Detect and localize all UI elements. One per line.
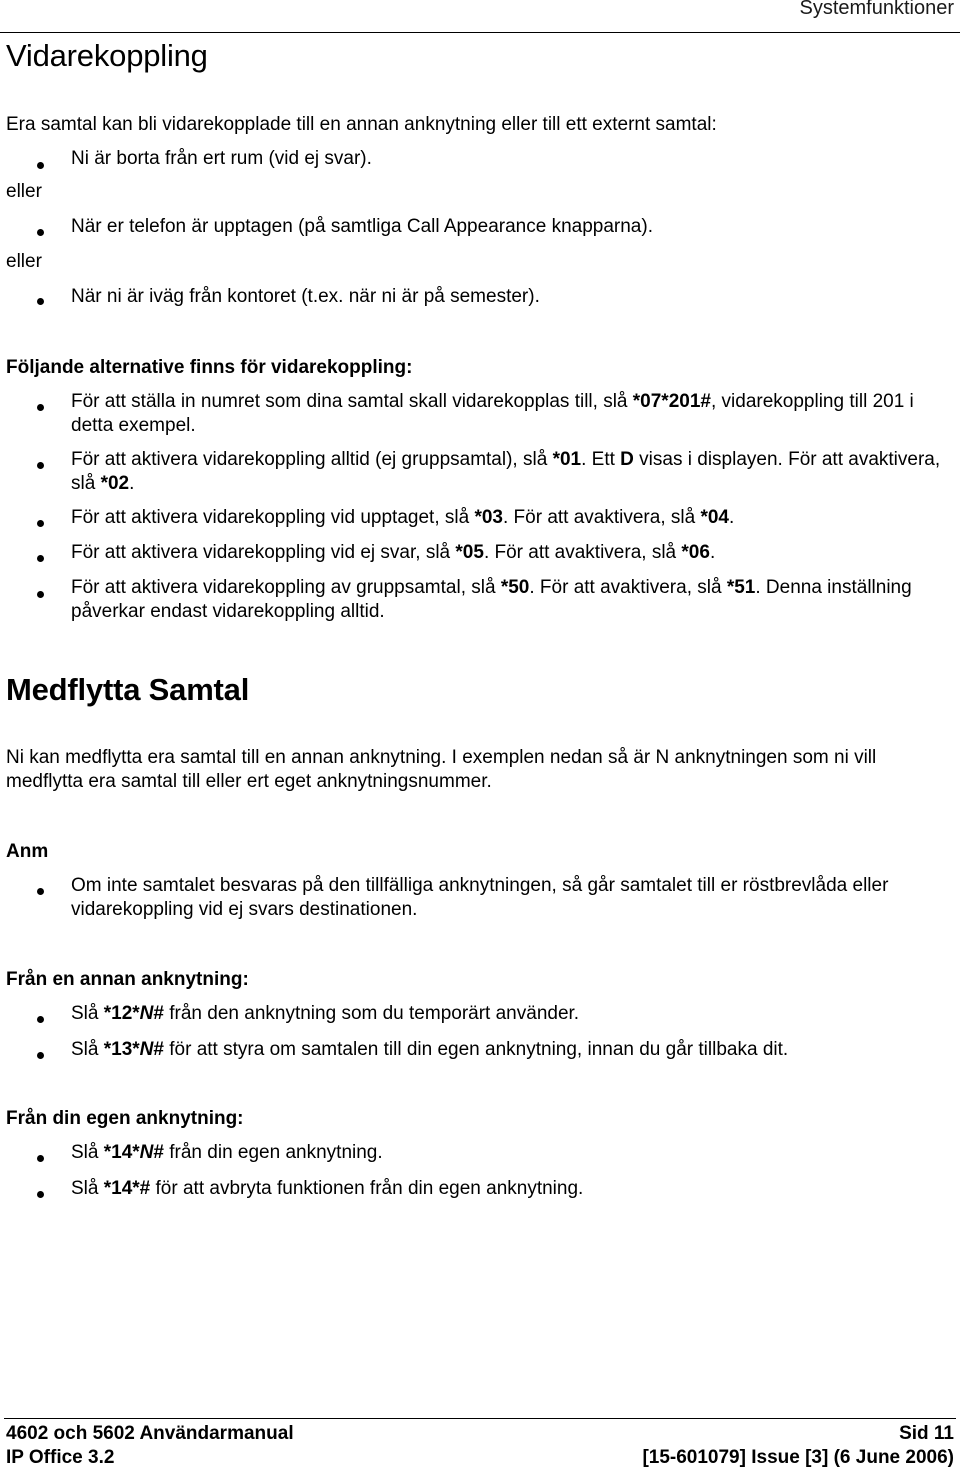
alternative-item: För att aktivera vidarekoppling vid ej svar, slå *05. För att avaktivera, slå *06. bbox=[71, 542, 716, 563]
footer-manual-title: 4602 och 5602 Användarmanual bbox=[6, 1423, 294, 1444]
alternative-item: För att aktivera vidarekoppling av gruppsamtal, slå *50. För att avaktivera, slå *51. Denna inställning påverkar endast vidarekoppling alltid. bbox=[71, 577, 912, 622]
instruction-item: Slå *14*N# från din egen anknytning. bbox=[71, 1142, 383, 1163]
bullet-icon bbox=[37, 1155, 44, 1162]
running-header: Systemfunktioner bbox=[799, 0, 954, 19]
bullet-icon bbox=[37, 591, 44, 598]
bullet-icon bbox=[37, 404, 44, 411]
medflytta-intro: Ni kan medflytta era samtal till en annan anknytning. I exemplen nedan så är N anknytningen som ni vill medflytta era samtal till eller ert eget anknytningsnummer. bbox=[6, 747, 877, 792]
footer-divider bbox=[4, 1418, 956, 1419]
section-title-medflytta: Medflytta Samtal bbox=[6, 672, 250, 707]
bullet-icon bbox=[37, 555, 44, 562]
bullet-icon bbox=[37, 1052, 44, 1059]
condition-item: När er telefon är upptagen (på samtliga Call Appearance knapparna). bbox=[71, 216, 653, 237]
or-label: eller bbox=[6, 251, 42, 272]
bullet-icon bbox=[37, 462, 44, 469]
from-own-heading: Från din egen anknytning: bbox=[6, 1108, 244, 1129]
instruction-item: Slå *13*N# för att styra om samtalen till din egen anknytning, innan du går tillbaka dit. bbox=[71, 1039, 789, 1060]
bullet-icon bbox=[37, 162, 44, 169]
condition-item: Ni är borta från ert rum (vid ej svar). bbox=[71, 148, 372, 169]
condition-item: När ni är iväg från kontoret (t.ex. när ni är på semester). bbox=[71, 286, 540, 307]
bullet-icon bbox=[37, 1191, 44, 1198]
instruction-item: Slå *14*# för att avbryta funktionen från din egen anknytning. bbox=[71, 1178, 584, 1199]
footer-issue: [15-601079] Issue [3] (6 June 2006) bbox=[642, 1447, 954, 1468]
instruction-item: Slå *12*N# från den anknytning som du temporärt använder. bbox=[71, 1003, 580, 1024]
from-other-heading: Från en annan anknytning: bbox=[6, 969, 249, 990]
alternative-item: För att aktivera vidarekoppling alltid (ej gruppsamtal), slå *01. Ett D visas i displayen. För att avaktivera, slå *02. bbox=[71, 449, 941, 494]
or-label: eller bbox=[6, 181, 42, 202]
footer-page-number: Sid 11 bbox=[899, 1423, 954, 1444]
footer-product: IP Office 3.2 bbox=[6, 1447, 115, 1468]
alternative-item: För att aktivera vidarekoppling vid upptaget, slå *03. För att avaktivera, slå *04. bbox=[71, 507, 735, 528]
bullet-icon bbox=[37, 229, 44, 236]
bullet-icon bbox=[37, 1016, 44, 1023]
section-title-vidarekoppling: Vidarekoppling bbox=[6, 38, 208, 73]
header-divider bbox=[0, 32, 960, 33]
bullet-icon bbox=[37, 298, 44, 305]
note-item: Om inte samtalet besvaras på den tillfälliga anknytningen, så går samtalet till er röstbrevlåda eller vidarekoppling vid ej svars destinationen. bbox=[71, 875, 889, 920]
note-heading: Anm bbox=[6, 841, 49, 862]
bullet-icon bbox=[37, 888, 44, 895]
intro-paragraph: Era samtal kan bli vidarekopplade till en annan anknytning eller till ett externt samtal: bbox=[6, 114, 717, 135]
alternative-item: För att ställa in numret som dina samtal skall vidarekopplas till, slå *07*201#, vidarekoppling till 201 i detta exempel. bbox=[71, 391, 914, 436]
alternatives-heading: Följande alternative finns för vidarekoppling: bbox=[6, 357, 413, 378]
bullet-icon bbox=[37, 520, 44, 527]
